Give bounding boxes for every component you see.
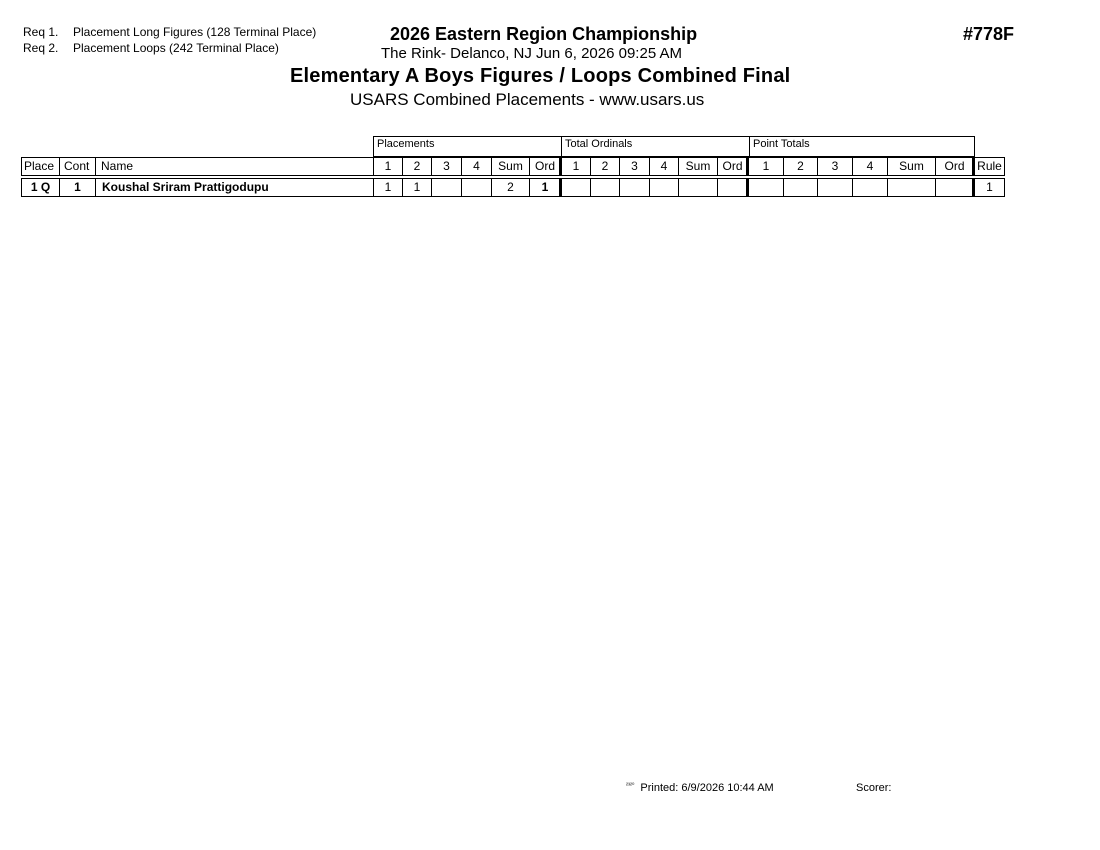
- header-points-4: 4: [852, 157, 888, 176]
- event-number: #778F: [963, 24, 1015, 44]
- header-ordinal-3: 3: [619, 157, 650, 176]
- row-placement-3: [431, 178, 462, 197]
- row-ordinal-sum: [678, 178, 718, 197]
- header-ordinal-4: 4: [649, 157, 679, 176]
- header-rule: Rule: [972, 157, 1005, 176]
- location-date: The Rink- Delanco, NJ Jun 6, 2026 09:25 AM: [381, 45, 682, 62]
- row-ordinal-2: [590, 178, 620, 197]
- header-place: Place: [21, 157, 60, 176]
- scoring-method: USARS Combined Placements - www.usars.us: [350, 90, 705, 109]
- header-points-2: 2: [783, 157, 818, 176]
- printed-text: Printed: 6/9/2026 10:44 AM: [640, 782, 774, 794]
- row-points-4: [852, 178, 888, 197]
- row-points-3: [817, 178, 853, 197]
- header-points-1: 1: [746, 157, 784, 176]
- row-ordinal-1: [559, 178, 591, 197]
- row-ordinal-3: [619, 178, 650, 197]
- header-points-sum: Sum: [887, 157, 936, 176]
- header-ordinal-ord: Ord: [717, 157, 748, 176]
- header-placement-4: 4: [461, 157, 492, 176]
- row-placement-2: 1: [402, 178, 432, 197]
- printed-timestamp: [626, 782, 774, 794]
- event-name: Elementary A Boys Figures / Loops Combined Final: [290, 65, 791, 87]
- header-ordinal-sum: Sum: [678, 157, 718, 176]
- requirement-1: [23, 24, 316, 40]
- requirement-text: Placement Loops (242 Terminal Place): [73, 41, 279, 55]
- requirement-label: Req 1.: [23, 25, 59, 39]
- scorer-label: Scorer:: [856, 782, 892, 794]
- requirement-label: Req 2.: [23, 41, 59, 55]
- header-cont: Cont: [59, 157, 96, 176]
- row-placement-ord: 1: [529, 178, 561, 197]
- header-name: Name: [95, 157, 374, 176]
- requirement-text: Placement Long Figures (128 Terminal Place): [73, 25, 317, 39]
- row-name: Koushal Sriram Prattigodupu: [95, 178, 374, 197]
- header-placement-ord: Ord: [529, 157, 561, 176]
- row-placement-4: [461, 178, 492, 197]
- group-placements: Placements: [373, 136, 562, 157]
- row-points-sum: [887, 178, 936, 197]
- header-points-ord: Ord: [935, 157, 974, 176]
- competition-title: 2026 Eastern Region Championship: [390, 24, 698, 44]
- row-points-1: [746, 178, 784, 197]
- row-points-ord: [935, 178, 974, 197]
- header-ordinal-2: 2: [590, 157, 620, 176]
- requirement-2: [23, 40, 279, 56]
- row-placement-sum: 2: [491, 178, 530, 197]
- group-point-totals: Point Totals: [749, 136, 975, 157]
- row-ordinal-ord: [717, 178, 748, 197]
- row-cont: 1: [59, 178, 96, 197]
- row-rule: 1: [972, 178, 1005, 197]
- row-ordinal-4: [649, 178, 679, 197]
- header-placement-sum: Sum: [491, 157, 530, 176]
- header-points-3: 3: [817, 157, 853, 176]
- header-placement-2: 2: [402, 157, 432, 176]
- header-ordinal-1: 1: [559, 157, 591, 176]
- footer-code: ²³²⁰: [626, 783, 635, 789]
- row-points-2: [783, 178, 818, 197]
- header-placement-1: 1: [373, 157, 403, 176]
- row-place: 1 Q: [21, 178, 60, 197]
- header-placement-3: 3: [431, 157, 462, 176]
- group-total-ordinals: Total Ordinals: [561, 136, 750, 157]
- row-placement-1: 1: [373, 178, 403, 197]
